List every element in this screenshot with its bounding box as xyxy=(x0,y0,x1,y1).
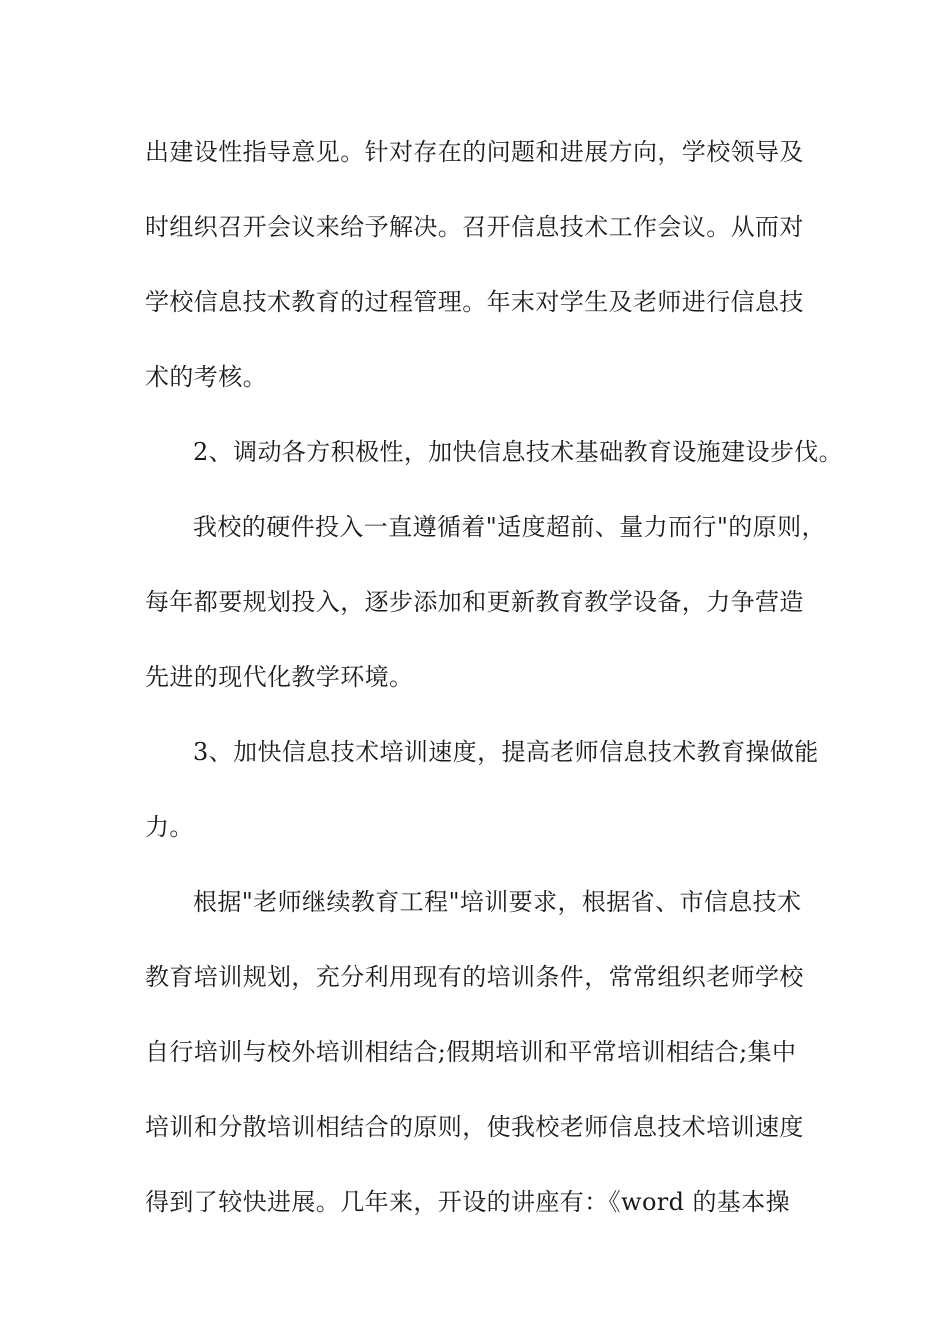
text-line: 出建设性指导意见。针对存在的问题和进展方向，学校领导及 xyxy=(145,138,804,166)
text-line: 得到了较快进展。几年来，开设的讲座有：《word 的基本操 xyxy=(145,1188,791,1216)
text-line: 培训和分散培训相结合的原则，使我校老师信息技术培训速度 xyxy=(145,1113,804,1141)
text-line: 自行培训与校外培训相结合;假期培训和平常培训相结合;集中 xyxy=(145,1038,797,1066)
text-line: 教育培训规划，充分利用现有的培训条件，常常组织老师学校 xyxy=(145,963,804,991)
text-line: 学校信息技术教育的过程管理。年末对学生及老师进行信息技 xyxy=(145,288,804,316)
text-line: 根据"老师继续教育工程"培训要求，根据省、市信息技术 xyxy=(193,888,802,916)
text-line: 3、加快信息技术培训速度，提高老师信息技术教育操做能 xyxy=(193,738,819,766)
text-line: 术的考核。 xyxy=(145,363,267,391)
text-line: 2、调动各方积极性，加快信息技术基础教育设施建设步伐。 xyxy=(193,438,844,466)
text-line: 每年都要规划投入，逐步添加和更新教育教学设备，力争营造 xyxy=(145,588,804,616)
text-line: 时组织召开会议来给予解决。召开信息技术工作会议。从而对 xyxy=(145,213,804,241)
text-line: 力。 xyxy=(145,813,194,841)
text-line: 我校的硬件投入一直遵循着"适度超前、量力而行"的原则， xyxy=(193,513,826,541)
document-body xyxy=(145,128,845,1253)
text-line: 先进的现代化教学环境。 xyxy=(145,663,414,691)
